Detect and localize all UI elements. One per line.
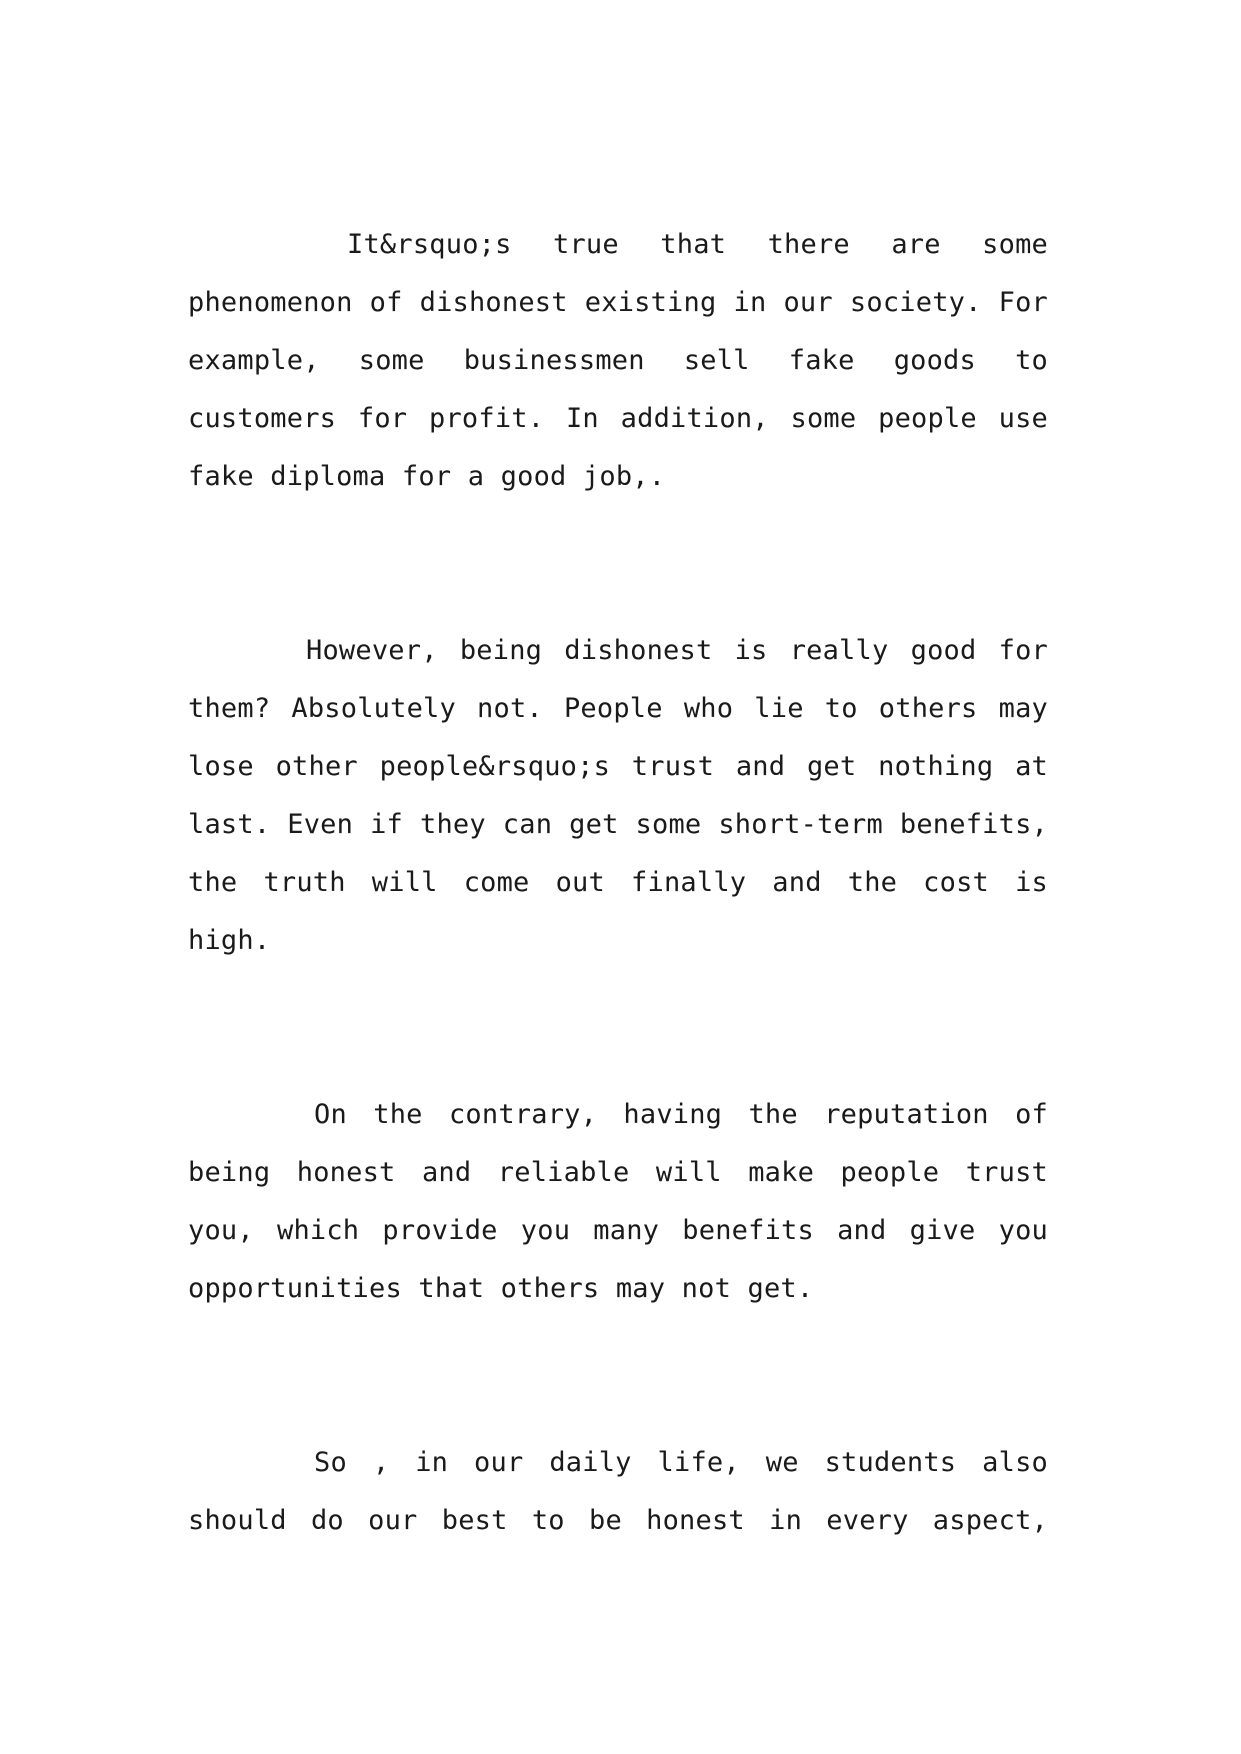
paragraph-4: So , in our daily life, we students also should do our best to be honest in every aspect,: [188, 1447, 1048, 1536]
paragraph-3: On the contrary, having the reputation of being honest and reliable will make people trust you, which provide you many benefits and give you opportunities that others may not get.: [188, 1099, 1048, 1304]
paragraph-2: However, being dishonest is really good for them? Absolutely not. People who lie to others may lose other people&rsquo;s trust and get nothing at last. Even if they can get some short-term benefits, the truth will come out finally and the cost is high.: [188, 635, 1048, 956]
paragraph-1: It&rsquo;s true that there are some phenomenon of dishonest existing in our society. For example, some businessmen sell fake goods to customers for profit. In addition, some people use fake diploma for a good job,.: [188, 229, 1048, 492]
